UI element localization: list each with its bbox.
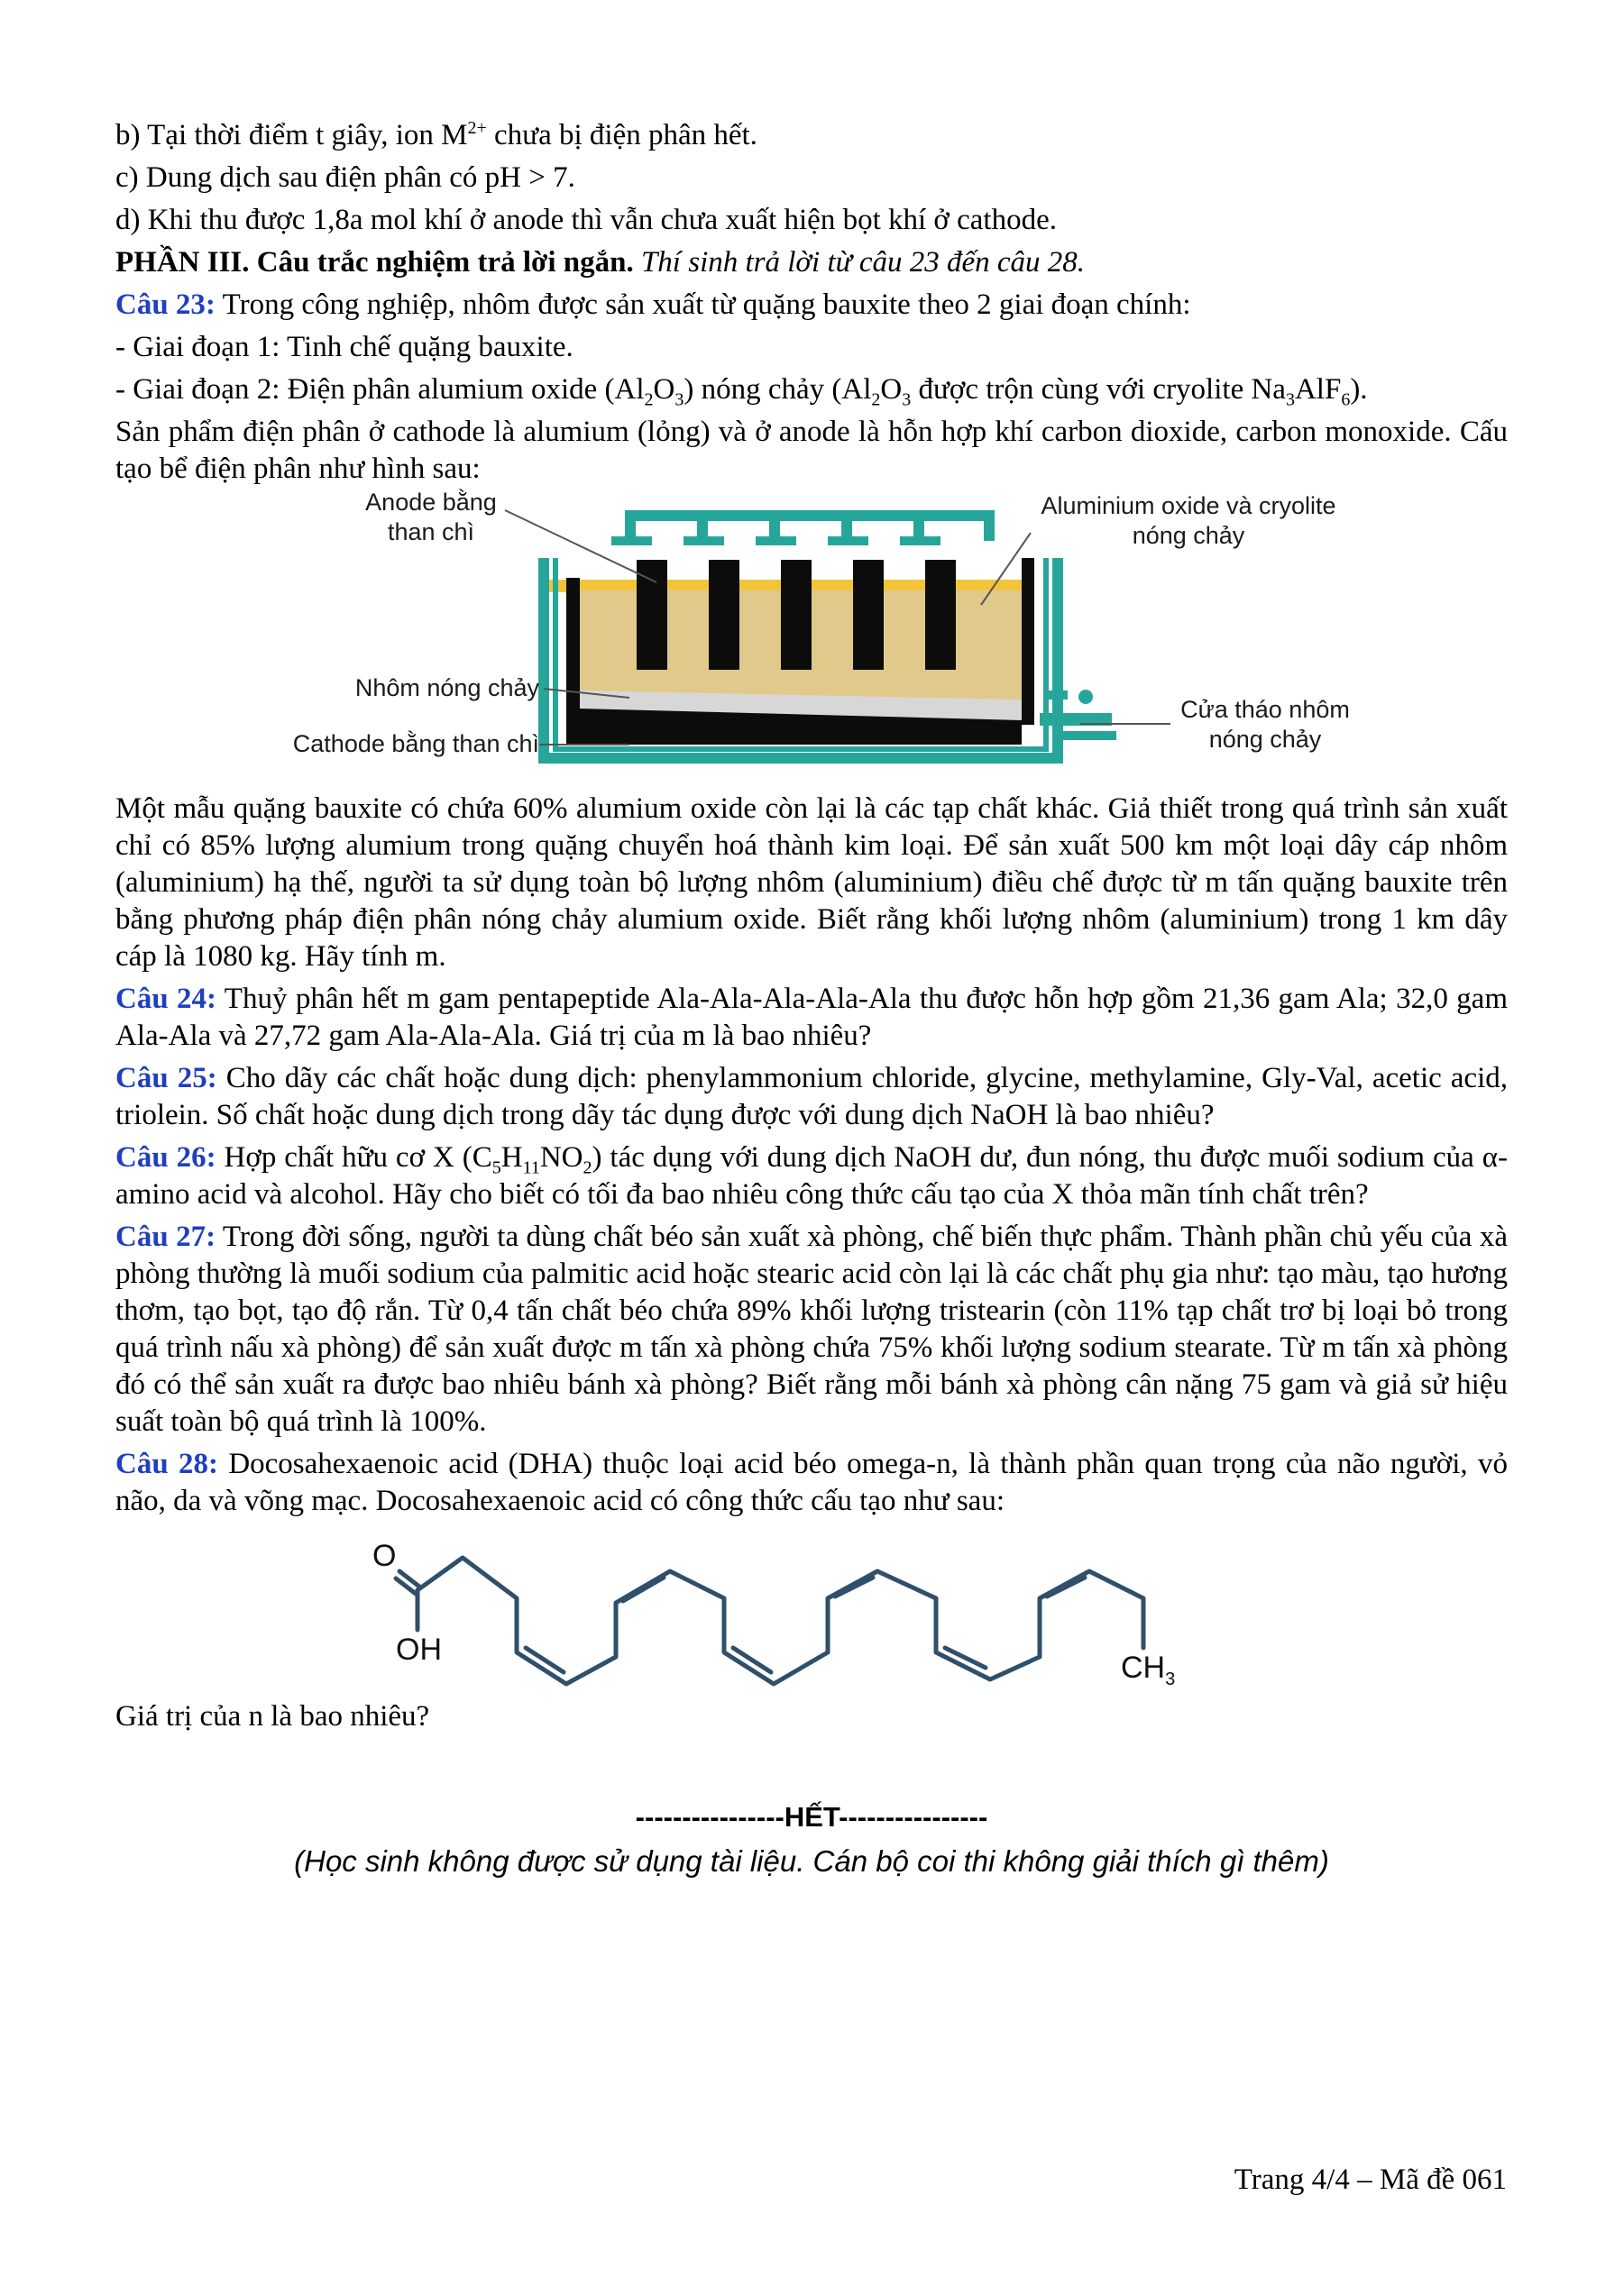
question-label: Câu 26: xyxy=(115,1141,216,1174)
question-label: Câu 25: xyxy=(115,1062,217,1094)
electrolysis-cell-diagram xyxy=(269,488,1360,785)
q23-problem: Một mẫu quặng bauxite có chứa 60% alumium oxide còn lại là các tạp chất khác. Giả thiết trong quá trình sản xuất chỉ có 85% lượng alumium trong quặng chuyển hoá thành kim loại. Để sản xuất 500 km một loại dây cáp nhôm (aluminium) hạ thế, người ta sử dụng toàn bộ lượng nhôm (aluminium) điều chế được từ m tấn quặng bauxite trên bằng phương pháp điện phân nóng chảy alumium oxide. Biết rằng khối lượng nhôm (aluminium) trong 1 km dây cáp là 1080 kg. Hãy tính m. xyxy=(115,792,1508,973)
exam-page xyxy=(115,117,1508,1880)
question-label: Câu 23: xyxy=(115,288,216,321)
question-24: Câu 24: Thuỷ phân hết m gam pentapeptide Ala-Ala-Ala-Ala-Ala thu được hỗn hợp gồm 21,36 gam Ala; 32,0 gam Ala-Ala và 27,72 gam Ala-Ala-Ala. Giá trị của m là bao nhiêu? xyxy=(115,983,1508,1052)
anode-label: Anode bằng than chì xyxy=(365,489,497,545)
question-25: Câu 25: Cho dãy các chất hoặc dung dịch: phenylammonium chloride, glycine, methylamine, Gly-Val, acetic acid, triolein. Số chất hoặc dung dịch trong dãy tác dụng được với dung dịch NaOH là bao nhiêu? xyxy=(115,1062,1508,1131)
cathode-right-wall xyxy=(1022,558,1034,725)
section-note: Thí sinh trả lời từ câu 23 đến câu 28. xyxy=(640,246,1086,279)
question-label: Câu 24: xyxy=(115,983,217,1015)
molten-aluminium-label: Nhôm nóng chảy xyxy=(354,674,539,701)
anode-busbar xyxy=(625,510,995,521)
item-c: c) Dung dịch sau điện phân có pH > 7. xyxy=(115,161,575,194)
q23-stage-1: - Giai đoạn 1: Tinh chế quặng bauxite. xyxy=(115,331,573,363)
q23-product: Sản phẩm điện phân ở cathode là alumium (lỏng) và ở anode là hỗn hợp khí carbon dioxide, carbon monoxide. Cấu tạo bể điện phân như hình sau: xyxy=(115,416,1508,485)
question-28: Câu 28: Docosahexaenoic acid (DHA) thuộc loại acid béo omega-n, là thành phần quan trọng của não người, vỏ não, da và võng mạc. Docosahexaenoic acid có công thức cấu tạo như sau: xyxy=(115,1448,1508,1517)
q28-question: Giá trị của n là bao nhiêu? xyxy=(115,1700,430,1733)
outlet-label: Cửa tháo nhôm nóng chảy xyxy=(1180,696,1350,753)
end-note: (Học sinh không được sử dụng tài liệu. Cán bộ coi thi không giải thích gì thêm) xyxy=(294,1844,1329,1878)
item-d: d) Khi thu được 1,8a mol khí ở anode thì vẫn chưa xuất hiện bọt khí ở cathode. xyxy=(115,204,1057,236)
question-label: Câu 27: xyxy=(115,1221,216,1253)
atom-hydroxyl: OH xyxy=(396,1633,442,1667)
dha-skeletal-formula xyxy=(372,1531,1382,1693)
atom-oxygen: O xyxy=(372,1539,397,1573)
cathode-label: Cathode bằng than chì xyxy=(292,730,539,757)
question-label: Câu 28: xyxy=(115,1448,218,1480)
atom-methyl: $CH_3$ xyxy=(1121,1651,1176,1689)
question-23: Câu 23: Trong công nghiệp, nhôm được sản xuất từ quặng bauxite theo 2 giai đoạn chính: xyxy=(115,288,1191,321)
page-footer: Trang 4/4 – Mã đề 061 xyxy=(1234,2163,1507,2196)
question-26: Câu 26: Hợp chất hữu cơ X $(C_5H_{11}NO_2)$ tác dụng với dung dịch NaOH dư, đun nóng, thu được muối sodium của α-amino acid và alcohol. Hãy cho biết có tối đa bao nhiêu công thức cấu tạo của X thỏa mãn tính chất trên? xyxy=(115,1141,1509,1211)
oxide-cryolite-label: Aluminium oxide và cryolite nóng chảy xyxy=(1041,492,1336,549)
dha-structure-diagram xyxy=(372,1531,1382,1693)
item-b: b) Tại thời điểm t giây, ion $M^{2+}$ chưa bị điện phân hết. xyxy=(115,118,757,151)
q23-stage-2: - Giai đoạn 2: Điện phân alumium oxide $(Al_2O_3)$ nóng chảy ($Al_2O_3$ được trộn cùng với cryolite $Na_3AlF_6$). xyxy=(115,373,1368,410)
question-27: Câu 27: Trong đời sống, người ta dùng chất béo sản xuất xà phòng, chế biến thực phẩm. Thành phần chủ yếu của xà phòng thường là muối sodium của palmitic acid hoặc stearic acid còn lại là các chất phụ gia như: tạo màu, tạo hương thơm, tạo bọt, tạo độ rắn. Từ 0,4 tấn chất béo chứa 89% khối lượng tristearin (còn 11% tạp chất trơ bị loại bỏ trong quá trình nấu xà phòng) để sản xuất được m tấn xà phòng chứa 75% khối lượng sodium stearate. Từ m tấn xà phòng đó có thể sản xuất ra được bao nhiêu bánh xà phòng? Biết rằng mỗi bánh xà phòng cân nặng 75 gam và giả sử hiệu suất toàn bộ quá trình là 100%. xyxy=(115,1221,1508,1438)
section-title: PHẦN III. Câu trắc nghiệm trả lời ngắn. xyxy=(115,246,634,279)
section-heading xyxy=(115,244,1508,281)
end-marker: ----------------HẾT---------------- xyxy=(635,1801,988,1833)
